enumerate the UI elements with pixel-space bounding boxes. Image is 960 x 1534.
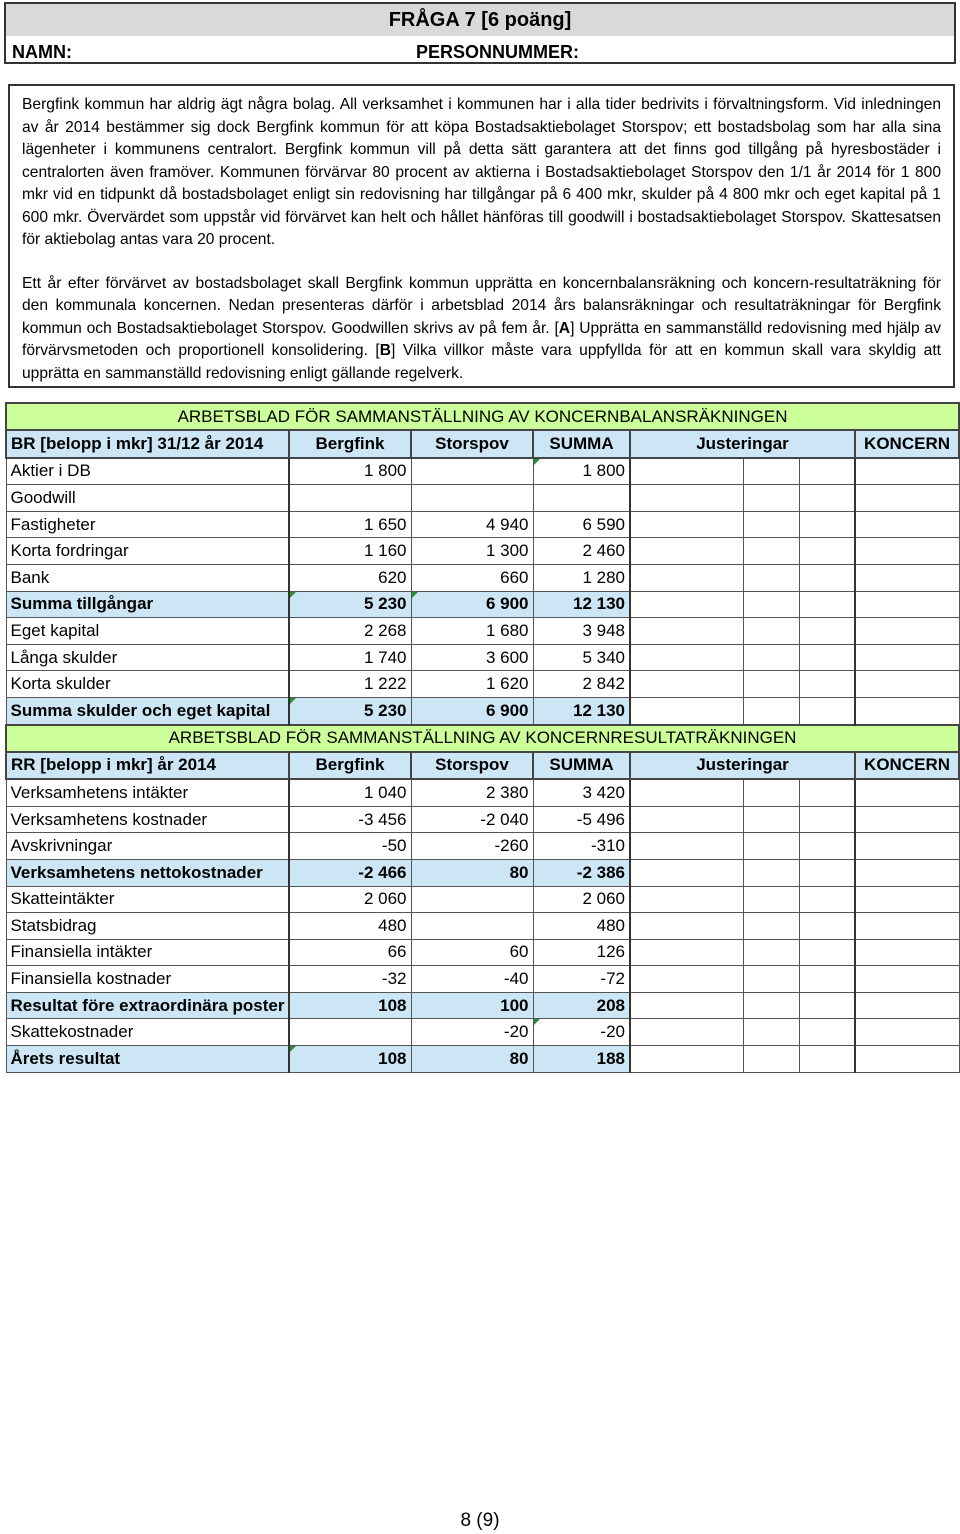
br-cell-bergfink: 1 800 xyxy=(289,458,411,485)
br-row xyxy=(6,511,959,538)
br-cell-bergfink: 1 740 xyxy=(289,644,411,671)
task-b-marker: B xyxy=(379,342,392,359)
br-adjustment-cell[interactable] xyxy=(630,458,743,485)
br-adjustment-cell[interactable] xyxy=(799,697,855,724)
rr-koncern-cell[interactable] xyxy=(855,913,959,940)
br-koncern-cell[interactable] xyxy=(855,485,959,512)
rr-row-label: Årets resultat xyxy=(6,1046,289,1073)
rr-row xyxy=(6,913,959,940)
br-adjustment-cell[interactable] xyxy=(743,644,799,671)
br-cell-summa xyxy=(533,485,630,512)
rr-header-cell: Bergfink xyxy=(289,752,411,780)
rr-koncern-cell[interactable] xyxy=(855,833,959,860)
br-adjustment-cell[interactable] xyxy=(630,671,743,698)
br-adjustment-cell[interactable] xyxy=(799,485,855,512)
br-koncern-cell[interactable] xyxy=(855,671,959,698)
br-header-cell: KONCERN xyxy=(855,430,959,458)
rr-row-label: Statsbidrag xyxy=(6,913,289,940)
personnummer-label: PERSONNUMMER: xyxy=(416,42,580,62)
br-adjustment-cell[interactable] xyxy=(743,697,799,724)
br-cell-storspov: 1 300 xyxy=(411,538,533,565)
br-adjustment-cell[interactable] xyxy=(630,485,743,512)
rr-adjustment-cell[interactable] xyxy=(743,886,799,913)
rr-row-label: Resultat före extraordinära poster xyxy=(6,992,289,1019)
rr-adjustment-cell[interactable] xyxy=(799,806,855,833)
rr-row xyxy=(6,833,959,860)
br-cell-bergfink: 5 230 xyxy=(289,591,411,618)
rr-cell-summa: -20 xyxy=(533,1019,630,1046)
br-row xyxy=(6,697,959,724)
br-row-label: Summa skulder och eget kapital xyxy=(6,697,289,724)
br-row-label: Korta fordringar xyxy=(6,538,289,565)
rr-cell-summa: 480 xyxy=(533,913,630,940)
rr-cell-bergfink: 108 xyxy=(289,992,411,1019)
br-adjustment-cell[interactable] xyxy=(799,458,855,485)
br-cell-bergfink: 620 xyxy=(289,564,411,591)
rr-cell-storspov: -40 xyxy=(411,966,533,993)
rr-cell-summa: 208 xyxy=(533,992,630,1019)
rr-adjustment-cell[interactable] xyxy=(799,992,855,1019)
br-cell-storspov: 3 600 xyxy=(411,644,533,671)
rr-row-label: Avskrivningar xyxy=(6,833,289,860)
br-cell-bergfink: 5 230 xyxy=(289,697,411,724)
rr-cell-storspov: -2 040 xyxy=(411,806,533,833)
question-text xyxy=(8,84,955,388)
rr-banner: ARBETSBLAD FÖR SAMMANSTÄLLNING AV KONCERNRESULTATRÄKNINGEN xyxy=(6,725,959,752)
br-cell-storspov: 6 900 xyxy=(411,591,533,618)
br-cell-storspov: 1 680 xyxy=(411,618,533,645)
rr-cell-storspov: 2 380 xyxy=(411,779,533,806)
rr-row-label: Finansiella intäkter xyxy=(6,939,289,966)
br-koncern-cell[interactable] xyxy=(855,564,959,591)
br-koncern-cell[interactable] xyxy=(855,697,959,724)
question-header xyxy=(4,2,956,64)
rr-cell-bergfink: 1 040 xyxy=(289,779,411,806)
question-title: FRÅGA 7 [6 poäng] xyxy=(6,4,954,36)
rr-adjustment-cell[interactable] xyxy=(630,1046,743,1073)
rr-cell-summa: -2 386 xyxy=(533,859,630,886)
name-label: NAMN: xyxy=(12,42,72,62)
br-adjustment-cell[interactable] xyxy=(743,538,799,565)
br-adjustment-cell[interactable] xyxy=(630,618,743,645)
br-adjustment-cell[interactable] xyxy=(799,671,855,698)
rr-row xyxy=(6,966,959,993)
rr-header-cell: RR [belopp i mkr] år 2014 xyxy=(6,752,289,780)
question-paragraph-2 xyxy=(22,273,941,386)
br-header-cell: SUMMA xyxy=(533,430,630,458)
rr-row-label: Skatteintäkter xyxy=(6,886,289,913)
br-adjustment-cell[interactable] xyxy=(743,591,799,618)
rr-cell-storspov xyxy=(411,886,533,913)
worksheet-table xyxy=(5,402,960,1073)
br-row-label: Aktier i DB xyxy=(6,458,289,485)
rr-adjustment-cell[interactable] xyxy=(743,1046,799,1073)
br-cell-bergfink: 1 160 xyxy=(289,538,411,565)
br-row xyxy=(6,564,959,591)
rr-koncern-cell[interactable] xyxy=(855,939,959,966)
rr-row xyxy=(6,806,959,833)
rr-cell-summa: 126 xyxy=(533,939,630,966)
rr-banner-row xyxy=(6,725,959,752)
rr-cell-bergfink: -2 466 xyxy=(289,859,411,886)
rr-adjustment-cell[interactable] xyxy=(799,779,855,806)
rr-adjustment-cell[interactable] xyxy=(743,1019,799,1046)
br-row xyxy=(6,591,959,618)
br-koncern-cell[interactable] xyxy=(855,511,959,538)
rr-adjustment-cell[interactable] xyxy=(799,1046,855,1073)
rr-koncern-cell[interactable] xyxy=(855,992,959,1019)
rr-adjustment-cell[interactable] xyxy=(743,913,799,940)
rr-cell-bergfink: -50 xyxy=(289,833,411,860)
rr-adjustment-cell[interactable] xyxy=(630,779,743,806)
br-header-cell: BR [belopp i mkr] 31/12 år 2014 xyxy=(6,430,289,458)
rr-cell-summa: -72 xyxy=(533,966,630,993)
question-paragraph-1: Bergfink kommun har aldrig ägt några bolag. All verksamhet i kommunen har i alla tider bedrivits i förvaltningsform. Vid inledningen av år 2014 bestämmer sig dock Bergfink kommun för att köpa Bostadsaktiebolaget Storspov; ett bostadsbolag som har alla sina lägenheter i kommunens centralort. Bergfink kommun vill på detta sätt garantera att det finns god tillgång på hyresbostäder i centralorten även framöver. Kommunen förvärvar 80 procent av aktierna i Bostadsaktiebolaget Storspov den 1/1 år 2014 för 1 800 mkr vid en tidpunkt då bostadsbolaget enligt sin redovisning har tillgångar på 6 400 mkr, skulder på 4 800 mkr och eget kapital på 1 600 mkr. Övervärdet som uppstår vid förvärvet kan helt och hållet hänföras till goodwill i bostadsaktiebolaget Storspov. Skattesatsen för aktiebolag antas vara 20 procent. xyxy=(22,96,941,248)
br-adjustment-cell[interactable] xyxy=(799,644,855,671)
rr-header-cell: Justeringar xyxy=(630,752,855,780)
rr-koncern-cell[interactable] xyxy=(855,1046,959,1073)
rr-row xyxy=(6,939,959,966)
rr-adjustment-cell[interactable] xyxy=(743,939,799,966)
br-cell-summa: 12 130 xyxy=(533,591,630,618)
rr-adjustment-cell[interactable] xyxy=(743,779,799,806)
br-adjustment-cell[interactable] xyxy=(630,591,743,618)
br-header-row xyxy=(6,430,959,458)
rr-adjustment-cell[interactable] xyxy=(799,833,855,860)
rr-cell-storspov xyxy=(411,913,533,940)
br-row-label: Goodwill xyxy=(6,485,289,512)
br-row xyxy=(6,644,959,671)
br-cell-summa: 2 842 xyxy=(533,671,630,698)
rr-adjustment-cell[interactable] xyxy=(630,966,743,993)
rr-adjustment-cell[interactable] xyxy=(630,806,743,833)
br-header-cell: Justeringar xyxy=(630,430,855,458)
br-koncern-cell[interactable] xyxy=(855,618,959,645)
rr-adjustment-cell[interactable] xyxy=(743,966,799,993)
br-cell-bergfink: 1 650 xyxy=(289,511,411,538)
br-row-label: Eget kapital xyxy=(6,618,289,645)
br-cell-bergfink: 1 222 xyxy=(289,671,411,698)
br-banner: ARBETSBLAD FÖR SAMMANSTÄLLNING AV KONCERNBALANSRÄKNINGEN xyxy=(6,403,959,430)
rr-adjustment-cell[interactable] xyxy=(799,859,855,886)
rr-cell-storspov: 80 xyxy=(411,859,533,886)
rr-cell-bergfink: 66 xyxy=(289,939,411,966)
rr-adjustment-cell[interactable] xyxy=(630,939,743,966)
rr-cell-bergfink: -3 456 xyxy=(289,806,411,833)
rr-cell-summa: 188 xyxy=(533,1046,630,1073)
br-koncern-cell[interactable] xyxy=(855,538,959,565)
br-koncern-cell[interactable] xyxy=(855,591,959,618)
rr-koncern-cell[interactable] xyxy=(855,779,959,806)
br-adjustment-cell[interactable] xyxy=(743,618,799,645)
br-row xyxy=(6,485,959,512)
br-adjustment-cell[interactable] xyxy=(743,671,799,698)
rr-row-label: Verksamhetens kostnader xyxy=(6,806,289,833)
br-adjustment-cell[interactable] xyxy=(743,485,799,512)
br-row-label: Bank xyxy=(6,564,289,591)
br-row xyxy=(6,458,959,485)
rr-koncern-cell[interactable] xyxy=(855,859,959,886)
rr-header-cell: KONCERN xyxy=(855,752,959,780)
br-adjustment-cell[interactable] xyxy=(743,511,799,538)
rr-row xyxy=(6,886,959,913)
br-row xyxy=(6,618,959,645)
rr-koncern-cell[interactable] xyxy=(855,1019,959,1046)
rr-koncern-cell[interactable] xyxy=(855,966,959,993)
rr-header-row xyxy=(6,752,959,780)
rr-cell-summa: -310 xyxy=(533,833,630,860)
rr-cell-bergfink: -32 xyxy=(289,966,411,993)
rr-adjustment-cell[interactable] xyxy=(630,992,743,1019)
paragraph-2-mid: ] Upprätta en sammanställd redovisning med hjälp av förvärvsmetoden och proportionell konsolidering. [ xyxy=(22,319,942,359)
rr-header-cell: SUMMA xyxy=(533,752,630,780)
rr-koncern-cell[interactable] xyxy=(855,886,959,913)
br-adjustment-cell[interactable] xyxy=(799,538,855,565)
br-row xyxy=(6,671,959,698)
br-cell-storspov: 1 620 xyxy=(411,671,533,698)
paragraph-2-start: Ett år efter förvärvet av bostadsbolaget skall Bergfink kommun upprätta en koncernbalansräkning och koncern-resultaträkning för den kommunala koncernen. Nedan presenteras därför i arbetsblad 2014 års balansräkningar och resultaträkningar för Bergfink kommun och Bostadsaktiebolaget Storspov. Goodwillen skrivs av på fem år. [ xyxy=(22,274,941,337)
br-adjustment-cell[interactable] xyxy=(743,564,799,591)
rr-row-label: Skattekostnader xyxy=(6,1019,289,1046)
rr-row-label: Verksamhetens nettokostnader xyxy=(6,859,289,886)
br-header-cell: Bergfink xyxy=(289,430,411,458)
rr-cell-summa: 3 420 xyxy=(533,779,630,806)
br-cell-storspov: 4 940 xyxy=(411,511,533,538)
br-adjustment-cell[interactable] xyxy=(799,591,855,618)
br-cell-summa: 5 340 xyxy=(533,644,630,671)
rr-adjustment-cell[interactable] xyxy=(799,939,855,966)
rr-cell-bergfink xyxy=(289,1019,411,1046)
rr-adjustment-cell[interactable] xyxy=(630,859,743,886)
br-cell-summa: 1 280 xyxy=(533,564,630,591)
br-cell-summa: 6 590 xyxy=(533,511,630,538)
rr-adjustment-cell[interactable] xyxy=(743,833,799,860)
rr-cell-bergfink: 2 060 xyxy=(289,886,411,913)
br-adjustment-cell[interactable] xyxy=(630,697,743,724)
br-cell-summa: 12 130 xyxy=(533,697,630,724)
br-cell-storspov xyxy=(411,485,533,512)
rr-adjustment-cell[interactable] xyxy=(799,966,855,993)
br-cell-storspov: 6 900 xyxy=(411,697,533,724)
rr-row xyxy=(6,1019,959,1046)
rr-adjustment-cell[interactable] xyxy=(743,806,799,833)
page-number: 8 (9) xyxy=(460,1510,500,1531)
rr-adjustment-cell[interactable] xyxy=(630,833,743,860)
rr-cell-bergfink: 480 xyxy=(289,913,411,940)
br-adjustment-cell[interactable] xyxy=(799,618,855,645)
rr-cell-summa: -5 496 xyxy=(533,806,630,833)
rr-row xyxy=(6,779,959,806)
br-cell-summa: 2 460 xyxy=(533,538,630,565)
rr-adjustment-cell[interactable] xyxy=(743,992,799,1019)
br-adjustment-cell[interactable] xyxy=(630,564,743,591)
rr-adjustment-cell[interactable] xyxy=(630,1019,743,1046)
br-koncern-cell[interactable] xyxy=(855,644,959,671)
rr-header-cell: Storspov xyxy=(411,752,533,780)
br-adjustment-cell[interactable] xyxy=(799,564,855,591)
br-row xyxy=(6,538,959,565)
br-cell-bergfink xyxy=(289,485,411,512)
rr-cell-storspov: 100 xyxy=(411,992,533,1019)
rr-adjustment-cell[interactable] xyxy=(630,886,743,913)
br-row-label: Långa skulder xyxy=(6,644,289,671)
rr-adjustment-cell[interactable] xyxy=(799,886,855,913)
br-cell-summa: 1 800 xyxy=(533,458,630,485)
rr-adjustment-cell[interactable] xyxy=(799,913,855,940)
rr-row-label: Verksamhetens intäkter xyxy=(6,779,289,806)
rr-koncern-cell[interactable] xyxy=(855,806,959,833)
br-cell-storspov: 660 xyxy=(411,564,533,591)
rr-cell-storspov: 60 xyxy=(411,939,533,966)
rr-adjustment-cell[interactable] xyxy=(799,1019,855,1046)
br-adjustment-cell[interactable] xyxy=(799,511,855,538)
br-adjustment-cell[interactable] xyxy=(743,458,799,485)
br-row-label: Summa tillgångar xyxy=(6,591,289,618)
br-cell-storspov xyxy=(411,458,533,485)
br-cell-summa: 3 948 xyxy=(533,618,630,645)
br-adjustment-cell[interactable] xyxy=(630,538,743,565)
br-koncern-cell[interactable] xyxy=(855,458,959,485)
rr-adjustment-cell[interactable] xyxy=(630,913,743,940)
br-banner-row xyxy=(6,403,959,430)
paragraph-2-end: ] Vilka villkor måste vara uppfyllda för att en kommun skall vara skyldig att upprätta en sammanställd redovisning enligt gällande regelverk. xyxy=(22,342,942,382)
br-cell-bergfink: 2 268 xyxy=(289,618,411,645)
rr-row xyxy=(6,859,959,886)
br-row-label: Fastigheter xyxy=(6,511,289,538)
rr-cell-bergfink: 108 xyxy=(289,1046,411,1073)
rr-cell-storspov: -260 xyxy=(411,833,533,860)
rr-cell-summa: 2 060 xyxy=(533,886,630,913)
rr-cell-storspov: 80 xyxy=(411,1046,533,1073)
br-adjustment-cell[interactable] xyxy=(630,511,743,538)
rr-row xyxy=(6,1046,959,1073)
br-row-label: Korta skulder xyxy=(6,671,289,698)
br-adjustment-cell[interactable] xyxy=(630,644,743,671)
rr-row xyxy=(6,992,959,1019)
task-a-marker: A xyxy=(558,319,571,337)
rr-adjustment-cell[interactable] xyxy=(743,859,799,886)
rr-row-label: Finansiella kostnader xyxy=(6,966,289,993)
rr-cell-storspov: -20 xyxy=(411,1019,533,1046)
br-header-cell: Storspov xyxy=(411,430,533,458)
